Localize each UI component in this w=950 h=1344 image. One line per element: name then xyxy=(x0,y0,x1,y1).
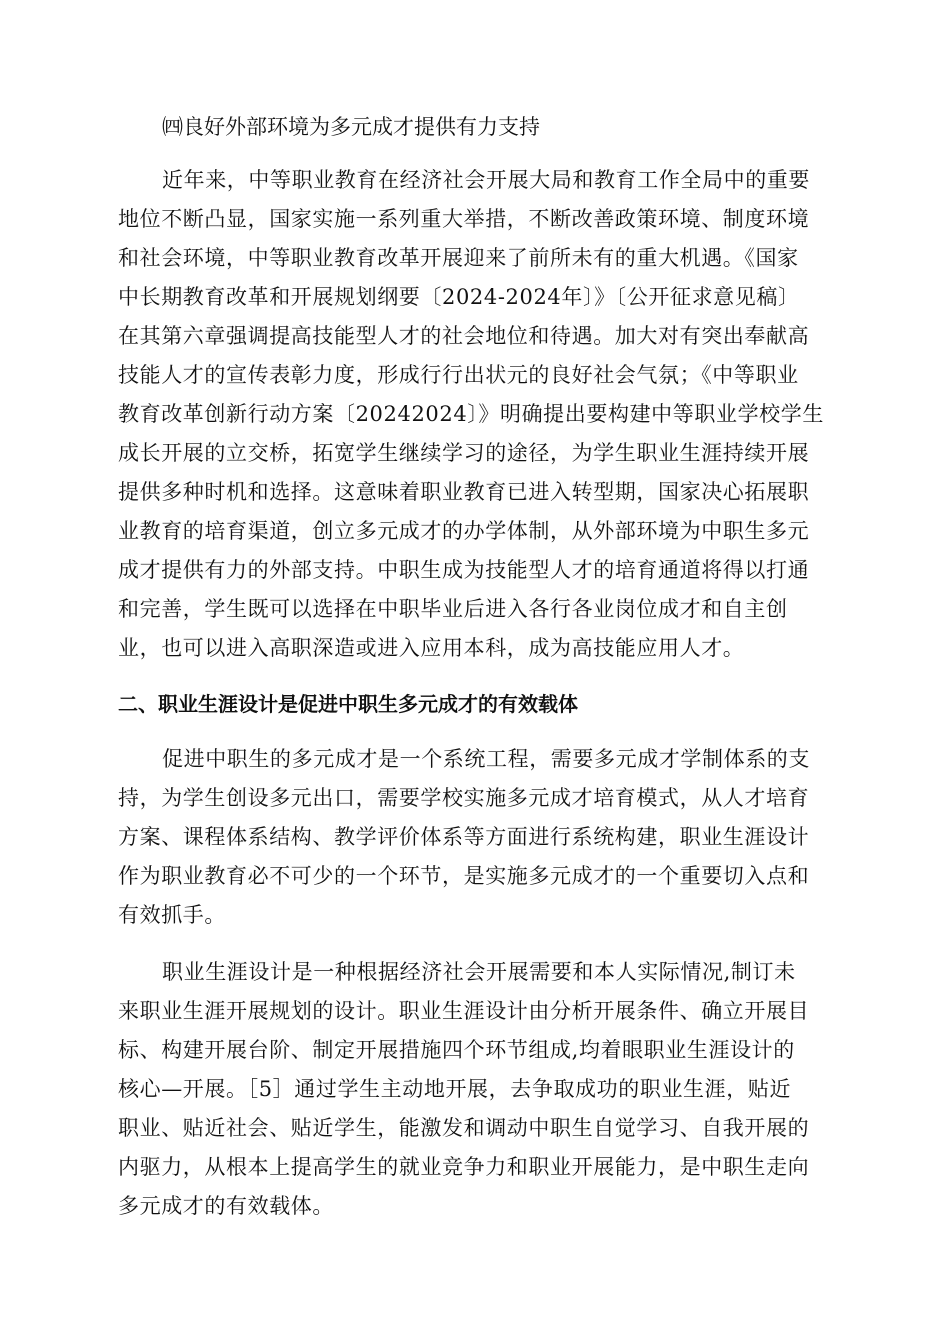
paragraph-line: 近年来，中等职业教育在经济社会开展大局和教育工作全局中的重要 xyxy=(162,168,810,192)
paragraph-line: 在其第六章强调提高技能型人才的社会地位和待遇。加大对有突出奉献高 xyxy=(118,324,810,348)
paragraph-line: 职业生涯设计是一种根据经济社会开展需要和本人实际情况,制订未 xyxy=(162,960,796,984)
paragraph-line: 有效抓手。 xyxy=(118,903,226,927)
paragraph-2 xyxy=(118,740,830,935)
spacer xyxy=(118,935,830,953)
paragraph-line: 成才提供有力的外部支持。中职生成为技能型人才的培育通道将得以打通 xyxy=(118,558,810,582)
section-4-title: ㈣良好外部环境为多元成才提供有力支持 xyxy=(162,115,540,139)
paragraph-line: 和社会环境，中等职业教育改革开展迎来了前所未有的重大机遇。《国家 xyxy=(118,246,799,270)
paragraph-line: 方案、课程体系结构、教学评价体系等方面进行系统构建，职业生涯设计 xyxy=(118,825,810,849)
paragraph-line: 多元成才的有效载体。 xyxy=(118,1194,334,1218)
paragraph-3 xyxy=(118,953,830,1226)
paragraph-line: 业，也可以进入高职深造或进入应用本科，成为高技能应用人才。 xyxy=(118,636,745,660)
paragraph-line: 标、构建开展台阶、制定开展措施四个环节组成,均着眼职业生涯设计的 xyxy=(118,1038,795,1062)
paragraph-line: 业教育的培育渠道，创立多元成才的办学体制，从外部环境为中职生多元 xyxy=(118,519,810,543)
paragraph-line: 职业、贴近社会、贴近学生，能激发和调动中职生自觉学习、自我开展的 xyxy=(118,1116,810,1140)
paragraph-line: 技能人才的宣传表彰力度，形成行行出状元的良好社会气氛；《中等职业 xyxy=(118,363,799,387)
spacer xyxy=(118,147,830,161)
paragraph-line: 核心—开展。［5］通过学生主动地开展，去争取成功的职业生涯，贴近 xyxy=(118,1077,792,1101)
paragraph-line: 促进中职生的多元成才是一个系统工程，需要多元成才学制体系的支 xyxy=(162,747,810,771)
spacer xyxy=(118,668,830,684)
paragraph-line: 地位不断凸显，国家实施一系列重大举措，不断改善政策环境、制度环境 xyxy=(118,207,810,231)
paragraph-line: 持，为学生创设多元出口，需要学校实施多元成才培育模式，从人才培育 xyxy=(118,786,810,810)
section-2-heading: 二、职业生涯设计是促进中职生多元成才的有效载体 xyxy=(118,692,578,716)
paragraph-line: 教育改革创新行动方案〔20242024〕》明确提出要构建中等职业学校学生 xyxy=(118,402,824,426)
paragraph-line: 提供多种时机和选择。这意味着职业教育已进入转型期，国家决心拓展职 xyxy=(118,480,810,504)
paragraph-line: 来职业生涯开展规划的设计。职业生涯设计由分析开展条件、确立开展目 xyxy=(118,999,810,1023)
paragraph-line: 成长开展的立交桥，拓宽学生继续学习的途径，为学生职业生涯持续开展 xyxy=(118,441,810,465)
document-body xyxy=(118,108,830,1226)
paragraph-line: 和完善，学生既可以选择在中职毕业后进入各行各业岗位成才和自主创 xyxy=(118,597,788,621)
paragraph-line: 内驱力，从根本上提高学生的就业竞争力和职业开展能力，是中职生走向 xyxy=(118,1155,810,1179)
paragraph-line: 中长期教育改革和开展规划纲要〔2024-2024年〕》〔公开征求意见稿〕 xyxy=(118,285,800,309)
spacer xyxy=(118,724,830,740)
paragraph-1 xyxy=(118,161,830,668)
paragraph-line: 作为职业教育必不可少的一个环节，是实施多元成才的一个重要切入点和 xyxy=(118,864,810,888)
